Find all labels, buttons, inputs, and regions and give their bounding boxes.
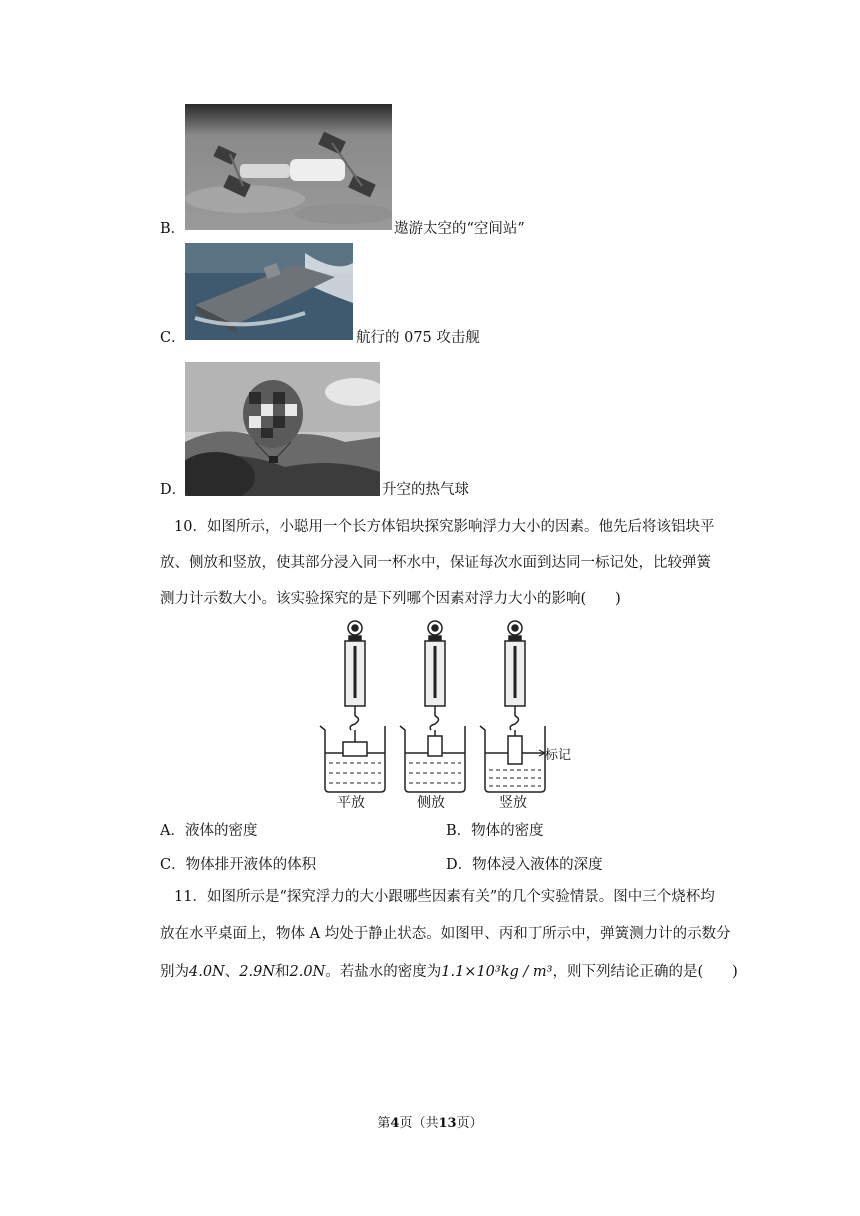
footer-pre: 第 bbox=[377, 1116, 391, 1131]
q10-option-c: C．物体排开液体的体积 bbox=[160, 857, 317, 873]
q11-value-1: 4.0N bbox=[189, 964, 225, 980]
hot-air-balloon-image bbox=[185, 362, 380, 496]
q11-line3-start: 别为 bbox=[160, 964, 189, 980]
spring-scale-side bbox=[425, 621, 445, 730]
q11-line3-end: ，则下列结论正确的是( ) bbox=[552, 964, 738, 980]
q11-value-2: 2.9N bbox=[239, 964, 275, 980]
figure-label-flat: 平放 bbox=[337, 795, 365, 811]
question-11-line-3 bbox=[160, 962, 738, 982]
spring-scale-upright bbox=[505, 621, 525, 730]
option-b-caption: 遨游太空的“空间站” bbox=[394, 221, 525, 237]
q10-option-a: A．液体的密度 bbox=[160, 823, 258, 839]
q10-option-b: B．物体的密度 bbox=[446, 823, 544, 839]
option-c-caption: 航行的 075 攻击舰 bbox=[356, 330, 480, 346]
q11-density: 1.1×10³kg / m³ bbox=[441, 964, 553, 980]
q11-value-3: 2.0N bbox=[289, 964, 326, 980]
warship-image bbox=[185, 243, 353, 340]
figure-label-side: 侧放 bbox=[417, 795, 445, 811]
footer-total-pages: 13 bbox=[438, 1116, 457, 1131]
figure-mark-label: 标记 bbox=[545, 748, 572, 763]
option-c-letter: C． bbox=[160, 330, 186, 346]
page-footer bbox=[0, 1112, 860, 1131]
footer-mid: 页（共 bbox=[399, 1116, 439, 1131]
option-d-letter: D． bbox=[160, 482, 187, 498]
q10-option-d: D．物体浸入液体的深度 bbox=[446, 857, 603, 873]
question-10-text: 10．如图所示，小聪用一个长方体铝块探究影响浮力大小的因素。他先后将该铝块平放、侧放和竖放，使其部分浸入同一杯水中，保证每次水面到达同一标记处，比较弹簧测力计示数大小。该实验探究的是下列哪个因素对浮力大小的影响( ) bbox=[160, 519, 715, 607]
question-11-line-2: 放在水平桌面上，物体 A 均处于静止状态。如图甲、丙和丁所示中，弹簧测力计的示数分 bbox=[160, 926, 731, 942]
footer-page-number: 4 bbox=[390, 1116, 400, 1131]
option-d-caption: 升空的热气球 bbox=[382, 482, 469, 498]
q11-sep-2: 和 bbox=[275, 964, 290, 980]
q11-line3-mid: 。若盐水的密度为 bbox=[325, 964, 442, 980]
question-11-line-1: 11．如图所示是“探究浮力的大小跟哪些因素有关”的几个实验情景。图中三个烧杯均 bbox=[174, 889, 715, 905]
spring-scale-flat bbox=[345, 621, 365, 730]
option-b-letter: B． bbox=[160, 221, 186, 237]
buoyancy-experiment-figure bbox=[315, 618, 575, 813]
footer-post: 页） bbox=[456, 1116, 483, 1131]
q11-sep-1: 、 bbox=[224, 964, 240, 980]
figure-label-upright: 竖放 bbox=[499, 795, 527, 811]
space-station-image bbox=[185, 104, 392, 230]
